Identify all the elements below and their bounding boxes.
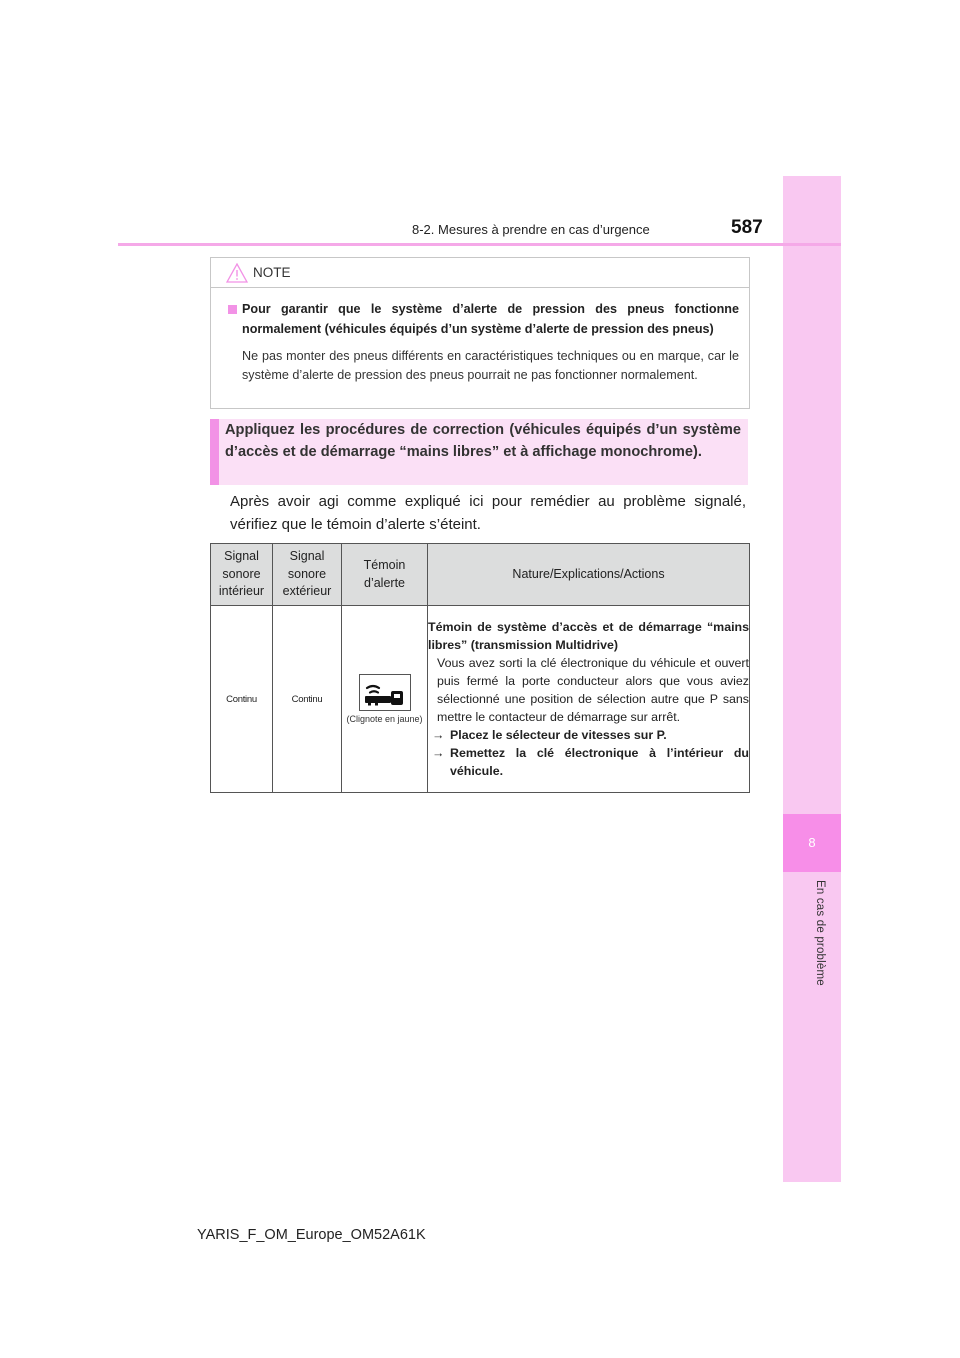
warning-table [210, 543, 750, 793]
nature-title: Témoin de système d’accès et de démarrage “mains libres” (transmission Multidrive) [428, 620, 749, 652]
note-body [211, 288, 749, 385]
header-exterior-beep: Signal sonore extérieur [273, 544, 342, 606]
warning-light-cell [342, 606, 428, 793]
warning-light-frame [359, 674, 411, 711]
footer-document-id: YARIS_F_OM_Europe_OM52A61K [197, 1227, 426, 1243]
note-text: Ne pas monter des pneus différents en caractéristiques techniques ou en marque, car le système d’alerte de pression des pneus pourrait ne pas fonctionner normalement. [242, 349, 739, 382]
banner-text: Appliquez les procédures de correction (véhicules équipés d’un système d’accès et de démarrage “mains libres” et à affichage monochrome). [225, 422, 741, 460]
exterior-beep-cell: Continu [273, 606, 342, 793]
note-heading-text: Pour garantir que le système d’alerte de pression des pneus fonctionne normalement (véhicules équipés d’un système d’alerte de pression des pneus) [242, 302, 739, 336]
banner-accent-bar [210, 419, 219, 485]
table-row [211, 606, 750, 793]
interior-beep-cell: Continu [211, 606, 273, 793]
action-text: Remettez la clé électronique à l’intérieur du véhicule. [450, 746, 749, 778]
action-text: Placez le sélecteur de vitesses sur P. [450, 728, 667, 742]
square-bullet-icon [228, 305, 237, 314]
side-tab-chapter-number [783, 814, 841, 872]
note-title: NOTE [253, 265, 291, 280]
action-item [428, 726, 749, 744]
header-warning-light: Témoin d’alerte [342, 544, 428, 606]
side-tab-chapter-title: En cas de problème [814, 880, 826, 986]
note-heading [228, 300, 739, 339]
chapter-number: 8 [808, 835, 816, 850]
nature-cell [428, 606, 750, 793]
note-header [211, 258, 749, 288]
arrow-icon: → [432, 728, 445, 742]
header-rule [118, 243, 841, 246]
page-number: 587 [731, 217, 763, 238]
header-section-title: 8-2. Mesures à prendre en cas d’urgence [412, 222, 650, 237]
warning-light-caption: (Clignote en jaune) [346, 714, 423, 724]
warning-triangle-icon [226, 263, 248, 283]
arrow-icon: → [432, 746, 445, 760]
action-item [428, 744, 749, 780]
smart-key-warning-icon [363, 679, 407, 707]
nature-explanation: Vous avez sorti la clé électronique du véhicule et ouvert puis fermé la porte conducteur alors que vous aviez sélectionné une position de sélection autre que P sans mettre le contacteur de démarrage sur arrêt. [437, 656, 749, 724]
header-interior-beep: Signal sonore intérieur [211, 544, 273, 606]
header-nature: Nature/Explications/Actions [428, 544, 750, 606]
section-banner [210, 419, 748, 485]
table-header-row [211, 544, 750, 606]
intro-paragraph: Après avoir agi comme expliqué ici pour remédier au problème signalé, vérifiez que le témoin d’alerte s’éteint. [230, 493, 746, 533]
note-box [210, 257, 750, 409]
